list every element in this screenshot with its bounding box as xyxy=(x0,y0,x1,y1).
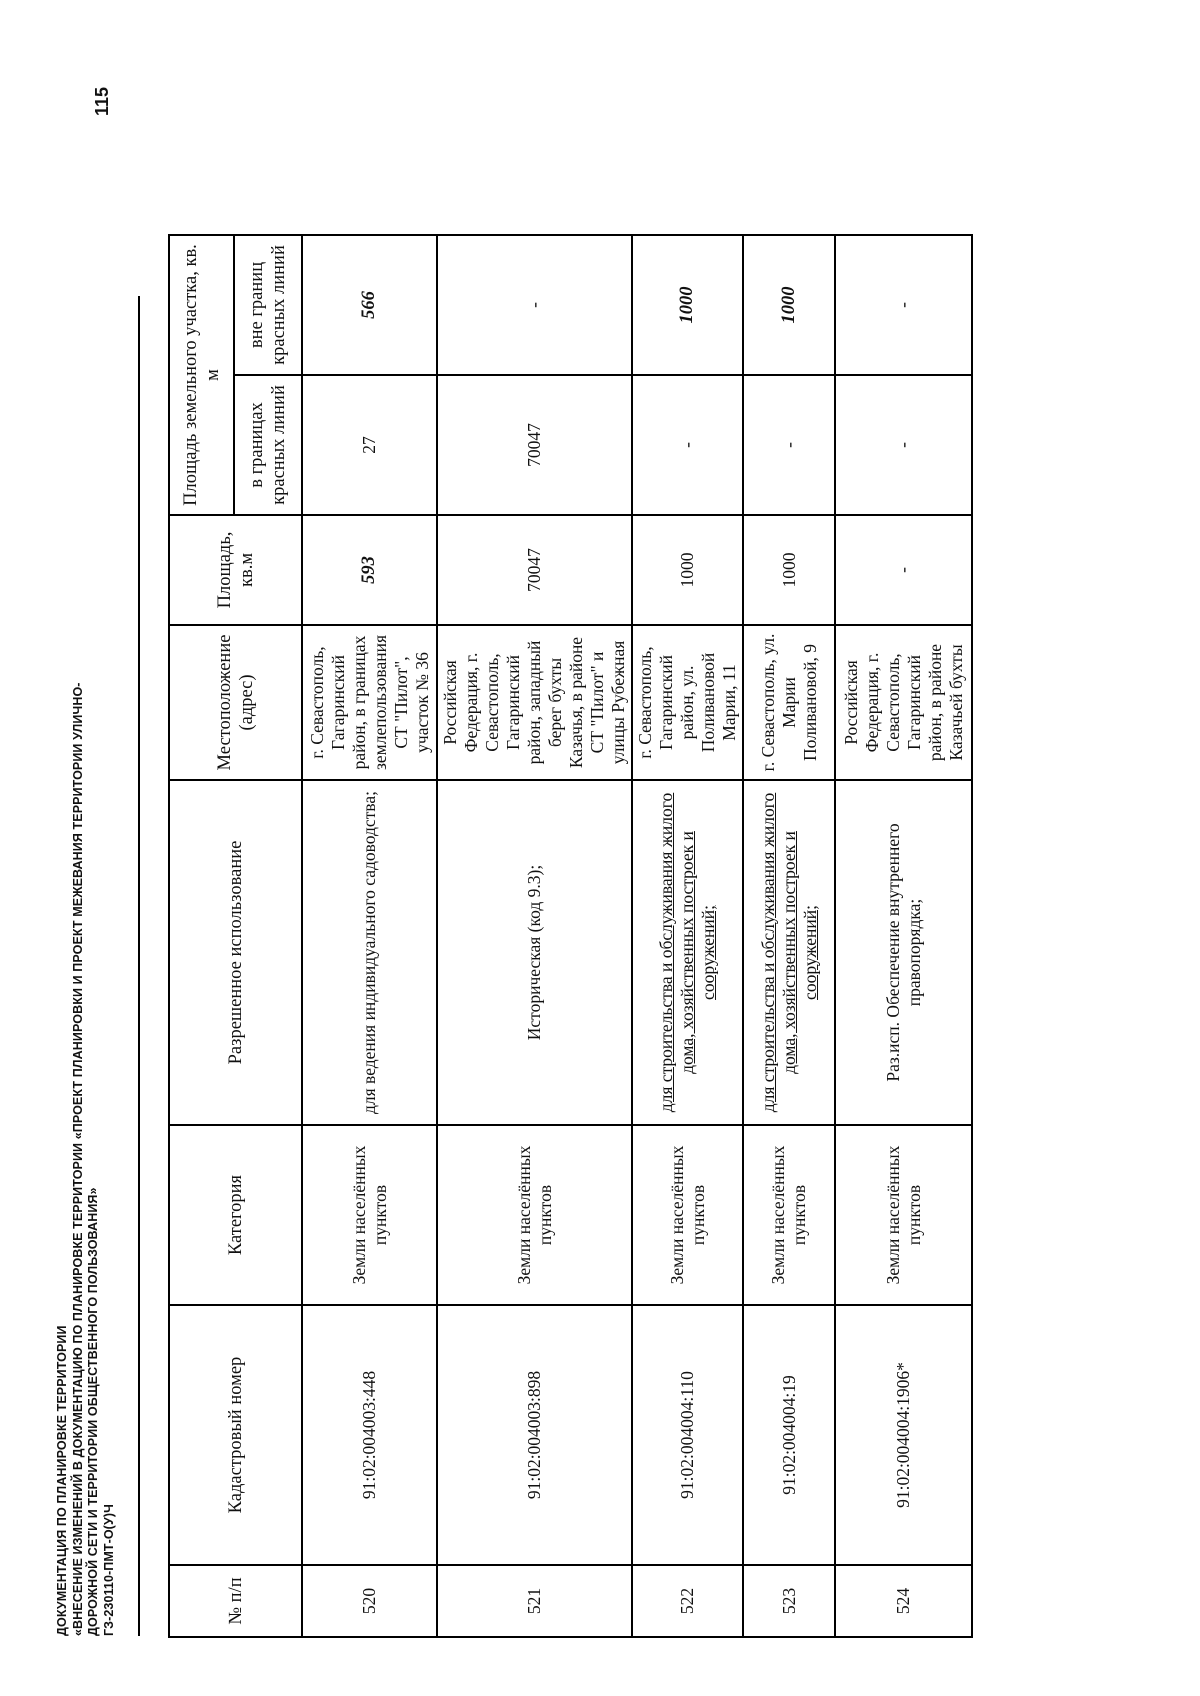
cell-outside: 1000 xyxy=(743,235,835,375)
document-header xyxy=(55,236,117,1636)
cell-location: Российская Федерация, г. Севастополь, Гагаринский район, западный берег бухты Казачья, в районе СТ "Пилот" и улицы Рубежная xyxy=(437,625,632,780)
header-area-group: Площадь земельного участка, кв. м xyxy=(169,235,234,515)
cell-area: 70047 xyxy=(437,515,632,625)
page-number: 115 xyxy=(92,86,112,116)
cell-area: 1000 xyxy=(743,515,835,625)
cell-num: 521 xyxy=(437,1565,632,1637)
cell-category: Земли населённых пунктов xyxy=(437,1125,632,1305)
header-rule xyxy=(138,296,140,1636)
header-line: ГЗ-230110-ПМТ-О(У)Ч xyxy=(101,1504,116,1636)
cell-inside: 27 xyxy=(302,375,437,515)
cell-category: Земли населённых пунктов xyxy=(835,1125,972,1305)
cell-cadastral: 91:02:004003:448 xyxy=(302,1305,437,1565)
table-row xyxy=(437,235,632,1637)
cell-category: Земли населённых пунктов xyxy=(302,1125,437,1305)
cell-permitted-use: для строительства и обслуживания жилого дома, хозяйственных построек и сооружений; xyxy=(743,780,835,1125)
header-line: «ВНЕСЕНИЕ ИЗМЕНЕНИЙ В ДОКУМЕНТАЦИЮ ПО ПЛАНИРОВКЕ ТЕРРИТОРИИ «ПРОЕКТ ПЛАНИРОВКИ И ПРОЕКТ МЕЖЕВАНИЯ ТЕРРИТОРИИ УЛИЧНО- xyxy=(70,682,85,1636)
cell-inside: - xyxy=(835,375,972,515)
cell-outside: 1000 xyxy=(632,235,743,375)
cell-outside: - xyxy=(437,235,632,375)
cell-permitted-use: для ведения индивидуального садоводства; xyxy=(302,780,437,1125)
cell-outside: 566 xyxy=(302,235,437,375)
header-permitted-use: Разрешенное использование xyxy=(169,780,302,1125)
cell-location: г. Севастополь, ул. Марии Поливановой, 9 xyxy=(743,625,835,780)
cell-category: Земли населённых пунктов xyxy=(632,1125,743,1305)
header-line: ДОРОЖНОЙ СЕТИ И ТЕРРИТОРИИ ОБЩЕСТВЕННОГО ПОЛЬЗОВАНИЯ» xyxy=(86,1187,100,1636)
header-category: Категория xyxy=(169,1125,302,1305)
cell-permitted-use: Историческая (код 9.3); xyxy=(437,780,632,1125)
cell-cadastral: 91:02:004004:1906* xyxy=(835,1305,972,1565)
table-row xyxy=(743,235,835,1637)
cell-outside: - xyxy=(835,235,972,375)
cell-category: Земли населённых пунктов xyxy=(743,1125,835,1305)
cell-location: г. Севастополь, Гагаринский район, ул. Поливановой Марии, 11 xyxy=(632,625,743,780)
header-location: Местоположение (адрес) xyxy=(169,625,302,780)
table-row xyxy=(835,235,972,1637)
cell-inside: - xyxy=(632,375,743,515)
cell-location: Российская Федерация, г. Севастополь, Гагаринский район, в районе Казачьей бухты xyxy=(835,625,972,780)
header-line: ДОКУМЕНТАЦИЯ ПО ПЛАНИРОВКЕ ТЕРРИТОРИИ xyxy=(55,1325,69,1636)
table-row xyxy=(632,235,743,1637)
cell-num: 523 xyxy=(743,1565,835,1637)
cell-permitted-use: Раз.исп. Обеспечение внутреннего правопорядка; xyxy=(835,780,972,1125)
cell-inside: 70047 xyxy=(437,375,632,515)
cell-inside: - xyxy=(743,375,835,515)
header-cadastral: Кадастровый номер xyxy=(169,1305,302,1565)
cell-cadastral: 91:02:004003:898 xyxy=(437,1305,632,1565)
cell-num: 522 xyxy=(632,1565,743,1637)
cell-cadastral: 91:02:004004:19 xyxy=(743,1305,835,1565)
cell-num: 520 xyxy=(302,1565,437,1637)
cell-cadastral: 91:02:004004:110 xyxy=(632,1305,743,1565)
cell-area: - xyxy=(835,515,972,625)
land-plots-table xyxy=(168,234,973,1638)
cell-permitted-use: для строительства и обслуживания жилого дома, хозяйственных построек и сооружений; xyxy=(632,780,743,1125)
cell-area: 1000 xyxy=(632,515,743,625)
cell-location: г. Севастополь, Гагаринский район, в границах землепользования СТ "Пилот", участок № 36 xyxy=(302,625,437,780)
header-inside-red-lines: в границах красных линий xyxy=(234,375,302,515)
header-outside-red-lines: вне границ красных линий xyxy=(234,235,302,375)
table-row xyxy=(302,235,437,1637)
cell-area: 593 xyxy=(302,515,437,625)
cell-num: 524 xyxy=(835,1565,972,1637)
header-num: № п/п xyxy=(169,1565,302,1637)
header-area: Площадь, кв.м xyxy=(169,515,302,625)
